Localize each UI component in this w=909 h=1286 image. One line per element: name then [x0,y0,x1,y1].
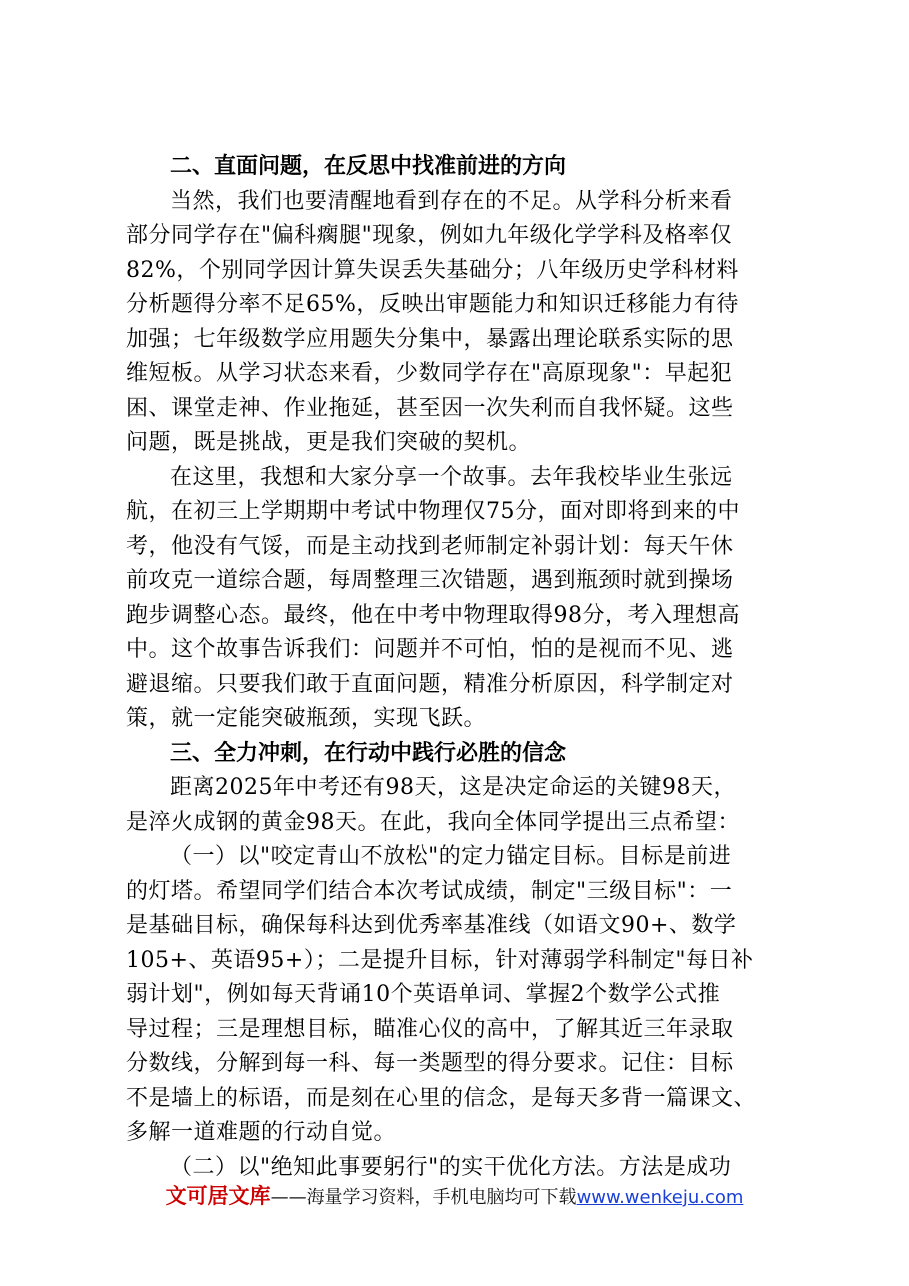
paragraph-line: 82%，个别同学因计算失误丢失基础分；八年级历史学科材料 [126,257,739,283]
paragraph-line: 加强；七年级数学应用题失分集中，暴露出理论联系实际的思 [126,326,734,352]
paragraph-line: 弱计划"，例如每天背诵10个英语单词、掌握2个数学公式推 [126,982,721,1007]
paragraph-line: 困、课堂走神、作业拖延，甚至因一次失利而自我怀疑。这些 [126,395,734,421]
footer-brand: 文可居文库 [165,1184,271,1208]
paragraph-line: 当然，我们也要清醒地看到存在的不足。从学科分析来看 [170,188,733,214]
paragraph-line: 避退缩。只要我们敢于直面问题，精准分析原因，科学制定对 [126,671,734,697]
paragraph-line: 距离2025年中考还有98天，这是决定命运的关键98天， [170,775,736,800]
paragraph-line: 部分同学存在"偏科瘸腿"现象，例如九年级化学学科及格率仅 [126,223,733,248]
paragraph-line: 导过程；三是理想目标，瞄准心仪的高中，了解其近三年录取 [126,1016,734,1042]
paragraph-line: 的灯塔。希望同学们结合本次考试成绩，制定"三级目标"：一 [126,878,733,904]
paragraph-line: 105+、英语95+）；二是提升目标，针对薄弱学科制定"每日补 [126,947,754,973]
paragraph-line: 在这里，我想和大家分享一个故事。去年我校毕业生张远 [170,464,733,490]
footer-link[interactable]: www.wenkeju.com [576,1187,744,1208]
paragraph-line: 跑步调整心态。最终，他在中考中物理取得98分，考入理想高 [126,602,740,628]
footer-banner [0,1180,909,1210]
paragraph-line: 是淬火成钢的黄金98天。在此，我向全体同学提出三点希望： [126,809,740,835]
paragraph-line: 航，在初三上学期期中考试中物理仅75分，面对即将到来的中 [126,499,740,524]
paragraph-line: 维短板。从学习状态来看，少数同学存在"高原现象"：早起犯 [126,361,733,386]
paragraph-line: 中。这个故事告诉我们：问题并不可怕，怕的是视而不见、逃 [126,637,734,662]
paragraph-line: 不是墙上的标语，而是刻在心里的信念，是每天多背一篇课文、 [126,1085,757,1111]
paragraph-line: 考，他没有气馁，而是主动找到老师制定补弱计划：每天午休 [126,533,734,559]
section-heading: 二、直面问题，在反思中找准前进的方向 [170,154,567,179]
paragraph-line: 问题，既是挑战，更是我们突破的契机。 [126,430,532,455]
paragraph-line: 前攻克一道综合题，每周整理三次错题，遇到瓶颈时就到操场 [126,568,734,593]
paragraph-line: 策，就一定能突破瓶颈，实现飞跃。 [126,706,487,731]
paragraph-line: （二）以"绝知此事要躬行"的实干优化方法。方法是成功 [170,1154,732,1180]
footer-description: ——海量学习资料，手机电脑均可下载 [270,1187,577,1208]
paragraph-line: 多解一道难题的行动自觉。 [126,1120,397,1145]
paragraph-line: （一）以"咬定青山不放松"的定力锚定目标。目标是前进 [170,844,732,869]
paragraph-line: 是基础目标，确保每科达到优秀率基准线（如语文90+、数学 [126,913,737,938]
paragraph-line: 分数线，分解到每一科、每一类题型的得分要求。记住：目标 [126,1051,734,1076]
section-heading: 三、全力冲刺，在行动中践行必胜的信念 [170,740,567,766]
paragraph-line: 分析题得分率不足65%，反映出审题能力和知识迁移能力有待 [126,292,739,317]
